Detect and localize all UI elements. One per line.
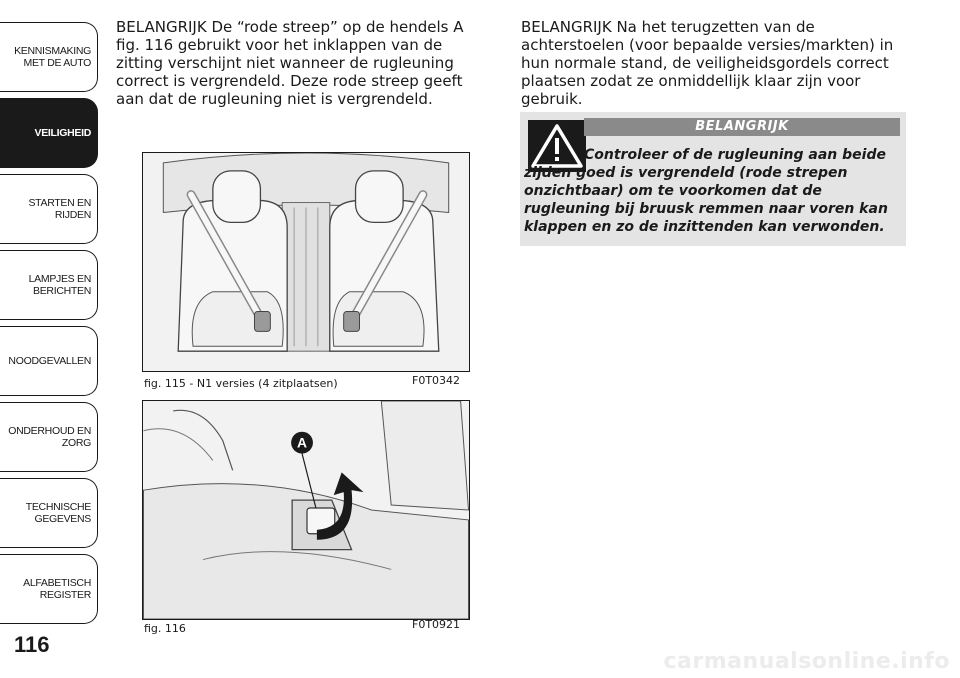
tab-alfabetisch-register[interactable]: ALFABETISCH REGISTER <box>0 554 98 624</box>
tab-veiligheid[interactable]: VEILIGHEID <box>0 98 98 168</box>
seat-illustration <box>143 153 469 371</box>
tab-kennismaking[interactable]: KENNISMAKING MET DE AUTO <box>0 22 98 92</box>
tab-onderhoud-en-zorg[interactable]: ONDERHOUD EN ZORG <box>0 402 98 472</box>
marker-a-label: A <box>297 434 308 451</box>
tab-noodgevallen[interactable]: NOODGEVALLEN <box>0 326 98 396</box>
tab-starten-en-rijden[interactable]: STARTEN EN RIJDEN <box>0 174 98 244</box>
warning-box <box>520 112 906 246</box>
figure-116-lever <box>142 400 470 620</box>
page-number: 116 <box>14 632 50 657</box>
tab-lampjes-en-berichten[interactable]: LAMPJES EN BERICHTEN <box>0 250 98 320</box>
figure-116-caption: fig. 116 <box>144 622 186 635</box>
tab-technische-gegevens[interactable]: TECHNISCHE GEGEVENS <box>0 478 98 548</box>
paragraph-terugzetten: BELANGRIJK Na het terugzetten van de achterstoelen (voor bepaalde versies/markten) in hun normale stand, de veiligheidsgordels correct plaatsen zodat ze onmiddellijk klaar zijn voor gebruik. <box>521 18 894 108</box>
figure-116-code: F0T0921 <box>412 618 461 631</box>
figure-115-seats <box>142 152 470 372</box>
paragraph-rode-streep: BELANGRIJK De “rode streep” op de hendels A fig. 116 gebruikt voor het inklappen van de zitting verschijnt niet wanneer de rugleuning correct is vergrendeld. Deze rode streep geeft aan dat de rugleuning niet is vergrendeld. <box>116 18 464 108</box>
warning-text: Controleer of de rugleuning aan beide zijden goed is vergrendeld (rode strepen onzichtbaar) om te voorkomen dat de rugleuning bij bruusk remmen naar voren kan klappen en zo de inzittenden kan verwonden. <box>524 147 888 235</box>
watermark: carmanualsonline.info <box>663 649 950 674</box>
warning-header: BELANGRIJK <box>584 118 900 136</box>
figure-115-caption: fig. 115 - N1 versies (4 zitplaatsen) <box>144 377 338 390</box>
figure-115-code: F0T0342 <box>412 374 461 387</box>
lever-illustration <box>143 401 469 619</box>
